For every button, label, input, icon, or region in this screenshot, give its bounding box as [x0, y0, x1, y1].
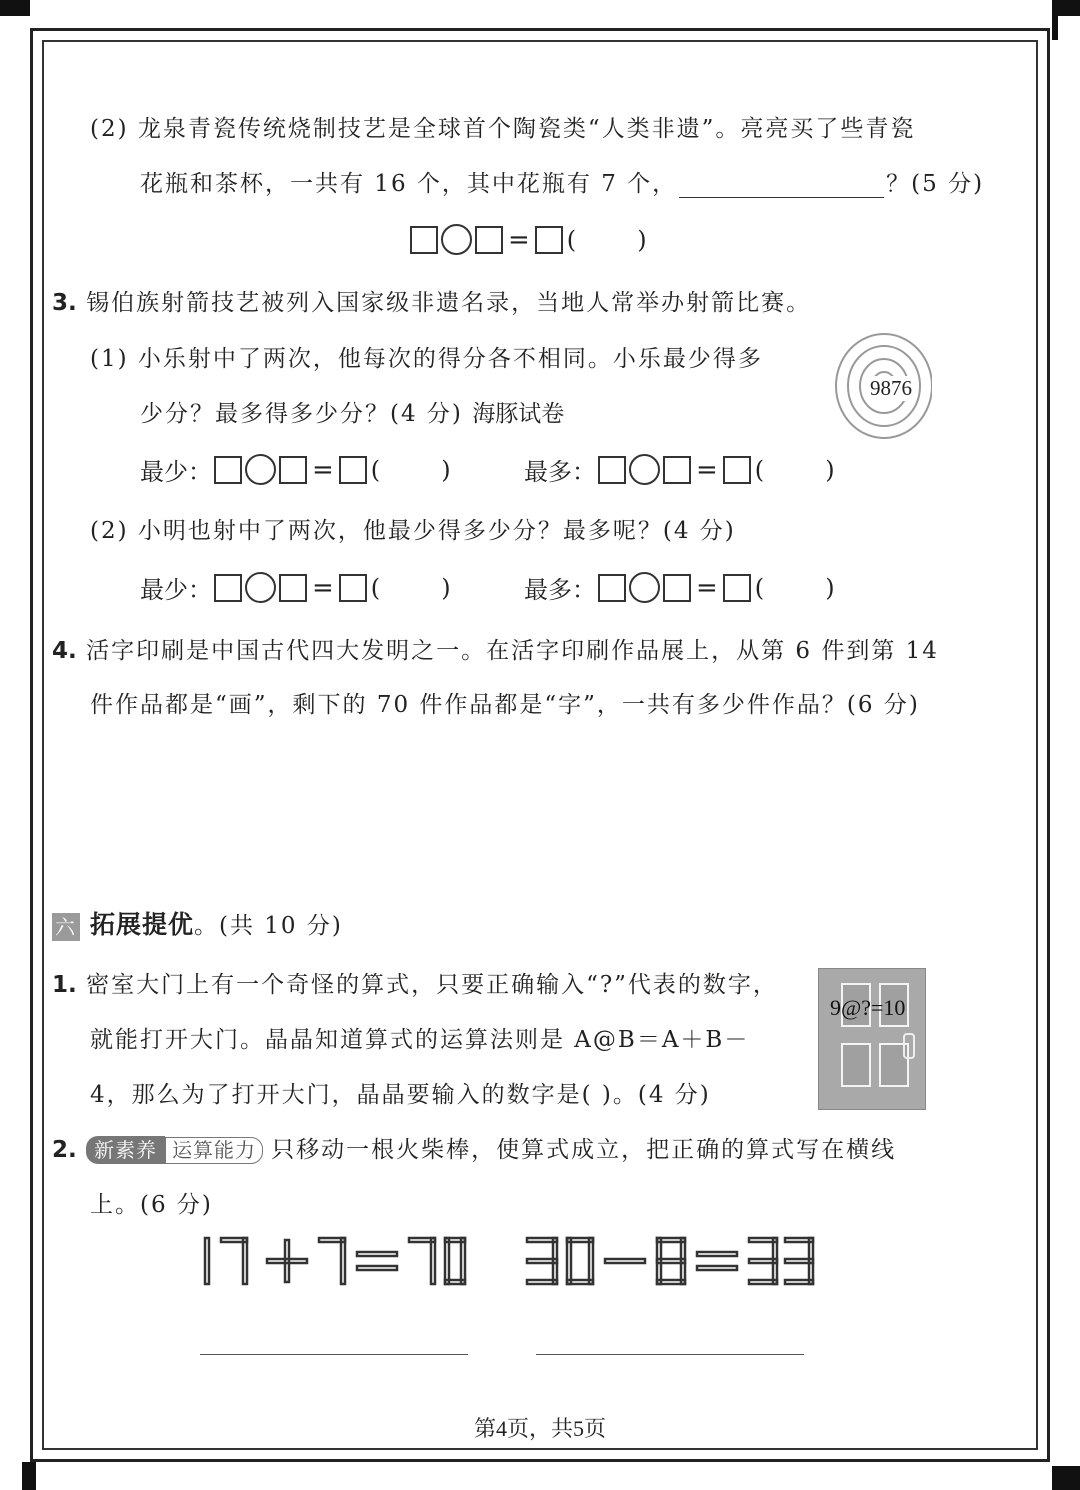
q2-part2-text: 花瓶和茶杯，一共有 16 个，其中花瓶有 7 个， — [140, 171, 678, 197]
question-number: 3. — [52, 290, 77, 316]
answer-box[interactable] — [663, 456, 691, 484]
answer-blank[interactable] — [679, 175, 884, 198]
q3-part1-text: 少分？最多得多少分？(4 分) — [140, 401, 463, 427]
answer-box[interactable] — [279, 456, 307, 484]
operator-circle[interactable] — [629, 454, 660, 485]
q4-text-1: 活字印刷是中国古代四大发明之一。在活字印刷作品展上，从第 6 件到第 14 — [86, 638, 939, 664]
answer-box[interactable] — [663, 574, 691, 602]
answer-box[interactable] — [723, 456, 751, 484]
unit-paren: ( ) — [370, 455, 451, 484]
question-number: 1. — [52, 972, 77, 998]
q3-part2: (2) 小明也射中了两次，他最少得多少分？最多呢？(4 分) — [90, 518, 736, 544]
operator-circle[interactable] — [245, 454, 276, 485]
matchstick-equations — [195, 1232, 835, 1292]
s6q2-text-1: 只移动一根火柴棒，使算式成立，把正确的算式写在横线 — [271, 1137, 897, 1163]
equals-sign: = — [508, 224, 530, 255]
equation-row — [410, 224, 647, 255]
q3-stem-text: 锡伯族射箭技艺被列入国家级非遗名录，当地人常举办射箭比赛。 — [86, 290, 812, 316]
q3-part1-line2 — [140, 395, 564, 428]
q4-line1 — [52, 632, 939, 665]
equals-sign: = — [696, 454, 718, 485]
q2-part2-line2 — [140, 165, 984, 198]
question-number: 4. — [52, 638, 77, 664]
answer-box[interactable] — [339, 574, 367, 602]
skill-badge: 运算能力 — [165, 1137, 263, 1164]
min-equation-1 — [140, 452, 451, 487]
operator-circle[interactable] — [245, 572, 276, 603]
operator-circle[interactable] — [629, 572, 660, 603]
unit-paren: ( ) — [370, 573, 451, 602]
answer-box[interactable] — [598, 574, 626, 602]
section-score: 。(共 10 分) — [194, 913, 343, 939]
s6q1-line2: 就能打开大门。晶晶知道算式的运算法则是 A@B＝A＋B－ — [90, 1027, 750, 1053]
s6q1-line1 — [52, 966, 778, 999]
matchstick-equation-1 — [205, 1238, 465, 1284]
answer-box[interactable] — [339, 456, 367, 484]
equals-sign: = — [696, 572, 718, 603]
corner-mark — [0, 0, 30, 16]
page-footer: 第4页，共5页 — [473, 1416, 606, 1441]
operator-circle[interactable] — [441, 224, 472, 255]
section-title: 拓展提优 — [90, 910, 195, 939]
answer-box[interactable] — [535, 226, 563, 254]
s6q2-line2: 上。(6 分) — [90, 1192, 213, 1218]
question-number: 2. — [52, 1137, 77, 1163]
door-illustration — [818, 968, 926, 1110]
new-literacy-badge: 新素养 — [86, 1136, 165, 1164]
min-label: 最少： — [140, 576, 212, 604]
door-lock-icon — [903, 1033, 915, 1059]
door-panel — [841, 1043, 871, 1087]
answer-box[interactable] — [279, 574, 307, 602]
corner-mark — [22, 1462, 36, 1490]
unit-paren: ( ) — [754, 455, 835, 484]
watermark: 海豚试卷 — [472, 401, 565, 427]
corner-mark — [1052, 0, 1058, 40]
section-6-header — [52, 905, 343, 941]
min-equation-2 — [140, 570, 451, 605]
q4-line2: 件作品都是“画”，剩下的 70 件作品都是“字”，一共有多少件作品？(6 分) — [90, 692, 920, 718]
unit-paren: ( ) — [754, 573, 835, 602]
unit-paren: ( ) — [566, 225, 647, 254]
answer-box[interactable] — [598, 456, 626, 484]
door-equation: 9@?=10 — [830, 995, 906, 1020]
equals-sign: = — [312, 572, 334, 603]
matchstick-equation-2 — [527, 1238, 813, 1284]
answer-line-2[interactable] — [536, 1354, 804, 1355]
min-label: 最少： — [140, 458, 212, 486]
target-scores: 9876 — [870, 376, 912, 400]
answer-box[interactable] — [214, 574, 242, 602]
answer-box[interactable] — [475, 226, 503, 254]
max-equation-2 — [524, 570, 835, 605]
corner-mark — [1052, 1466, 1080, 1490]
q3-stem — [52, 284, 811, 317]
s6q2-line1 — [52, 1131, 896, 1164]
max-equation-1 — [524, 452, 835, 487]
max-label: 最多： — [524, 458, 596, 486]
answer-line-1[interactable] — [200, 1354, 468, 1355]
equals-sign: = — [312, 454, 334, 485]
s6q1-line3: 4，那么为了打开大门，晶晶要输入的数字是( )。(4 分) — [90, 1082, 711, 1108]
max-label: 最多： — [524, 576, 596, 604]
answer-box[interactable] — [410, 226, 438, 254]
answer-box[interactable] — [723, 574, 751, 602]
q2-part2-line1: (2) 龙泉青瓷传统烧制技艺是全球首个陶瓷类“人类非遗”。亮亮买了些青瓷 — [90, 116, 916, 142]
q3-part1-line1: (1) 小乐射中了两次，他每次的得分各不相同。小乐最少得多 — [90, 346, 763, 372]
answer-box[interactable] — [214, 456, 242, 484]
s6q1-text-1: 密室大门上有一个奇怪的算式，只要正确输入“?”代表的数字， — [86, 972, 778, 998]
q2-part2-score: ？(5 分) — [886, 171, 985, 197]
section-number-icon: 六 — [52, 913, 80, 941]
